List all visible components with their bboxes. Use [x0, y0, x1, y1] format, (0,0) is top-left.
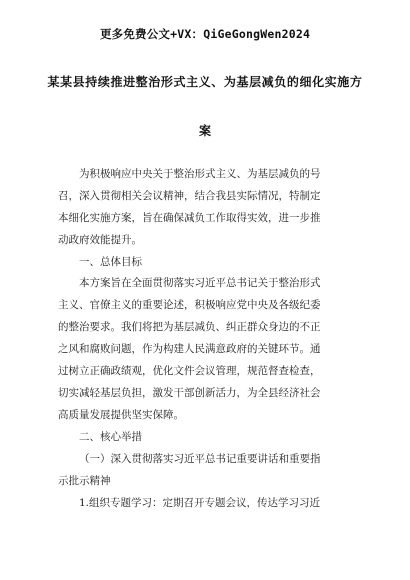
- paragraph-line: 过树立正确政绩观，优化文件会议管理，规范督查检查，: [58, 365, 321, 377]
- paragraph-line: 的整治要求。我们将把为基层减负、纠正群众身边的不正: [58, 321, 321, 333]
- goals-paragraph: [58, 272, 358, 426]
- section-heading-measures: [58, 426, 358, 448]
- document-title: 某某县持续推进整治形式主义、为基层减负的细化实施方: [47, 75, 363, 89]
- list-item: [58, 492, 358, 514]
- paragraph-line: 本细化实施方案，旨在确保减负工作取得实效，进一步推: [58, 212, 321, 224]
- paragraph-line: 为积极响应中央关于整治形式主义、为基层减负的号: [79, 168, 321, 180]
- paragraph-line: 之风和腐败问题，作为构建人民满意政府的关键环节。通: [58, 343, 321, 355]
- paragraph-line: 1.组织专题学习：定期召开专题会议，传达学习习近: [79, 497, 321, 509]
- paragraph-line: 示批示精神: [58, 475, 111, 487]
- watermark-text: 更多免费公文+VX：QiGeGongWen2024: [99, 27, 311, 41]
- subsection-heading: [58, 448, 358, 492]
- section-heading-goals: [58, 251, 358, 273]
- section-heading: 二、核心举措: [79, 431, 142, 443]
- paragraph-line: （一）深入贯彻落实习近平总书记重要讲话和重要指: [79, 453, 321, 465]
- document-title-continuation: 案: [198, 124, 211, 138]
- paragraph-line: 切实减轻基层负担，激发干部创新活力，为全县经济社会: [58, 387, 321, 399]
- paragraph-line: 主义、官僚主义的重要论述，积极响应党中央及各级纪委: [58, 299, 321, 311]
- intro-paragraph: [58, 163, 358, 251]
- paragraph-line: 本方案旨在全面贯彻落实习近平总书记关于整治形式: [79, 277, 321, 289]
- paragraph-line: 动政府效能提升。: [58, 234, 142, 246]
- section-heading: 一、总体目标: [79, 256, 142, 268]
- paragraph-line: 高质量发展提供坚实保障。: [58, 409, 184, 421]
- paragraph-line: 召，深入贯彻相关会议精神，结合我县实际情况，特制定: [58, 190, 321, 202]
